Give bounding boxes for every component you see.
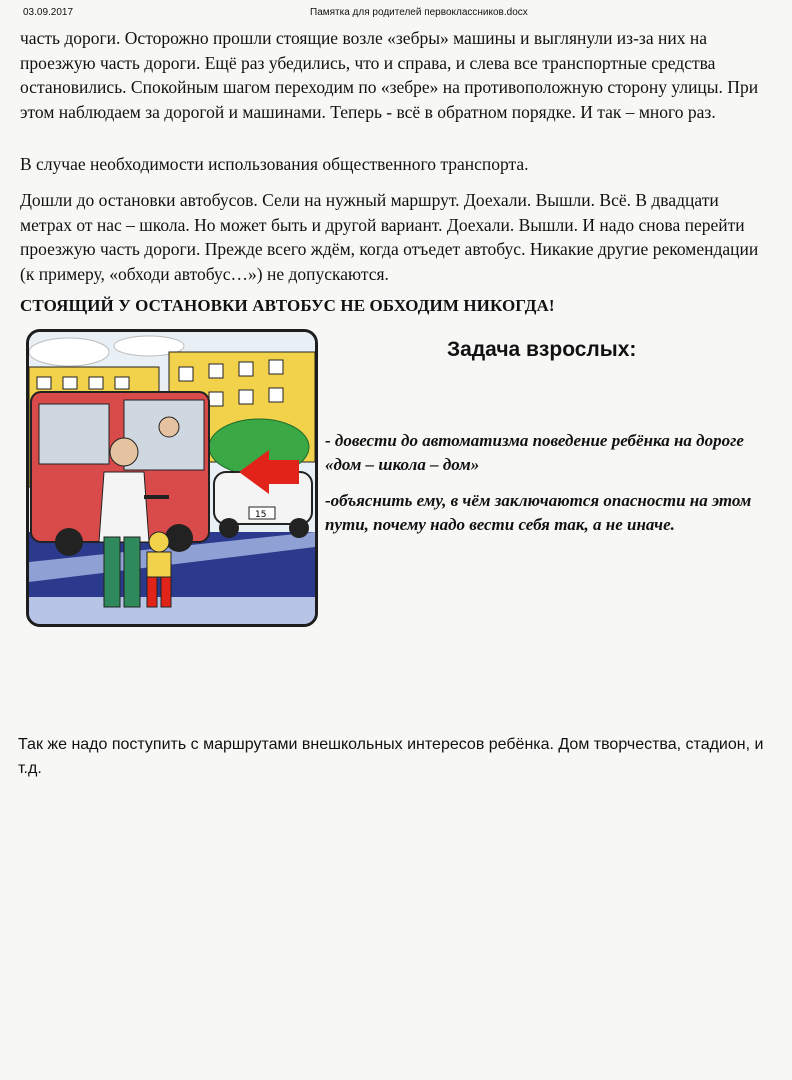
paragraph-public-transport: В случае необходимости использования общественного транспорта. — [20, 154, 529, 174]
paragraph-bus-stop: Дошли до остановки автобусов. Сели на нужный маршрут. Доехали. Вышли. Всё. В двадцати метрах от нас – школа. Но может быть и другой вариант. Доехали. Вышли. И надо снова перейти проезжую часть дороги. Прежде всего ждём, когда отъедет автобус. Никакие другие рекомендации (к примеру, «обходи автобус…») не допускаются. — [20, 190, 759, 284]
paragraph-other-routes: Так же надо поступить с маршрутами внешкольных интересов ребёнка. Дом творчества, стадион, и т.д. — [18, 736, 764, 777]
page-header-filename: Памятка для родителей первоклассников.docx — [310, 7, 528, 18]
bus-stop-illustration — [26, 329, 318, 627]
task-item-automatism: - довести до автоматизма поведение ребёнка на дороге «дом – школа – дом» — [325, 431, 744, 474]
task-item-explain-dangers: -объяснить ему, в чём заключаются опасности на этом пути, почему надо вести себя так, а не иначе. — [325, 491, 752, 534]
warning-heading: СТОЯЩИЙ У ОСТАНОВКИ АВТОБУС НЕ ОБХОДИМ НИКОГДА! — [20, 296, 555, 315]
page-header-date: 03.09.2017 — [23, 7, 74, 18]
car-plate-text: 15 — [255, 510, 267, 520]
illustration-scene — [29, 332, 315, 624]
paragraph-crossing: часть дороги. Осторожно прошли стоящие возле «зебры» машины и выглянули из-за них на проезжую часть дороги. Ещё раз убедились, что и справа, и слева все транспортные средства остановились. Спокойным шагом переходим по «зебре» на противоположную сторону улицы. При этом наблюдаем за дорогой и машинами. Теперь - всё в обратном порядке. И так – много раз. — [20, 28, 759, 122]
task-title: Задача взрослых: — [447, 338, 637, 361]
